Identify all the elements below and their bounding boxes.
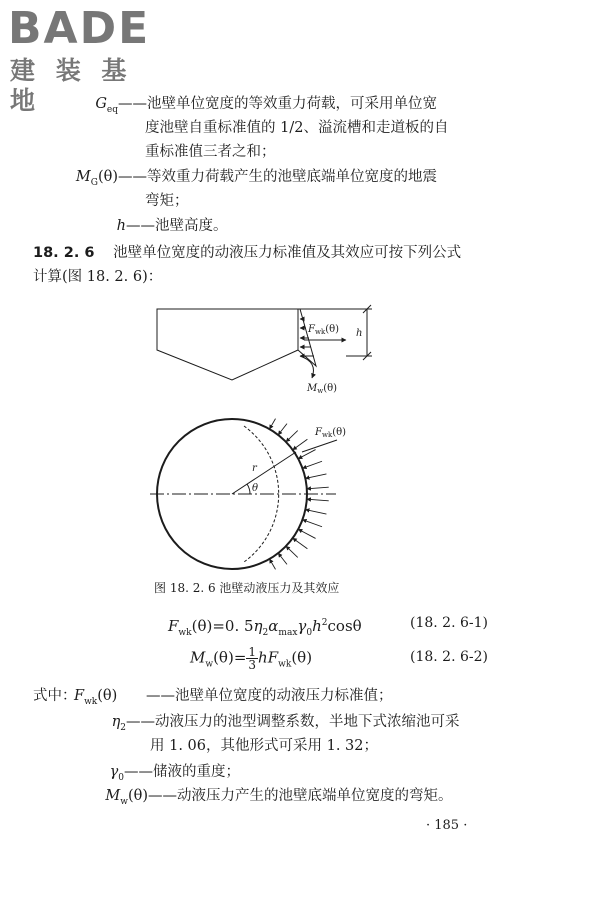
pressure-arrow [307,499,329,501]
def-geq-line-3: 重标准值三者之和； [145,144,276,160]
fig-label-r: r [252,463,257,474]
fig-label-theta: θ [252,483,259,494]
pressure-arrow [298,529,315,538]
tank-elevation [157,309,298,380]
pressure-arrow [270,419,276,429]
figure-caption: 图 18. 2. 6 池壁动液压力及其效应 [154,581,340,595]
def-eta2-line-1: ——动液压力的池型调整系数，半地下式浓缩池可采 [126,714,460,730]
pressure-arrow [286,546,298,557]
pressure-arrow [270,559,276,569]
logo-brand: BADE [8,3,151,54]
fig-label-fwk-elev: $F_{wk}(\theta)$ [308,324,340,336]
section-text-1: 池壁单位宽度的动液压力标准值及其效应可按下列公式 [113,245,462,261]
pressure-arrow [305,510,326,514]
def-term-mw: $M_w(\theta)$ [105,788,148,807]
def-gamma0-line-1: ——储液的重度； [124,764,240,780]
def-term-h: h [116,218,126,234]
fig-label-fwk-plan: $F_{wk}(\theta)$ [315,427,347,439]
def-geq-line-2: 度池壁自重标准值的 1/2、溢流槽和走道板的自 [145,120,449,136]
page-number: · 185 · [426,818,468,833]
def-mw-line-1: ——动液压力产生的池壁底端单位宽度的弯矩。 [148,788,453,804]
def-term-gamma0: $\gamma_0$ [109,764,124,783]
def-fwk-line-1: ——池壁单位宽度的动液压力标准值； [146,688,393,704]
def-term-geq: $G_{eq}$ [95,96,118,115]
def-term-eta2: $\eta_2$ [111,714,126,733]
section-heading [33,243,461,263]
pressure-arrow [278,553,287,564]
figure-18-2-6 [0,290,600,590]
fig-label-mw: $M_w(\theta)$ [307,383,338,395]
pressure-arrow [293,439,308,450]
logo-subtitle: 建 装 基 地 [10,56,133,115]
defs-prefix: 式中： [33,688,77,704]
pressure-arrow [293,538,308,549]
equation-1-number: (18. 2. 6-1) [410,615,488,631]
def-term-fwk: $F_{wk}(\theta)$ [74,688,118,707]
section-text-2: 计算(图 18. 2. 6)： [33,269,163,285]
pressure-arrow [278,424,287,435]
moment-arc [300,356,314,378]
def-geq-line-1: ——池壁单位宽度的等效重力荷载，可采用单位宽 [118,96,437,112]
fraction-one-third: $\frac{1}{3}$ [248,645,257,672]
def-eta2-line-2: 用 1. 06，其他形式可采用 1. 32； [150,738,379,754]
pressure-arrow [302,461,322,468]
pressure-arrow [302,520,322,527]
plan-radius [232,452,296,494]
section-number: 18. 2. 6 [33,245,95,261]
equation-1: $F_{wk}(\theta)=0$. $5\eta_2\alpha_{max}\gamma_0h^2\cos\theta$ [168,617,362,638]
equation-2: $M_w(\theta)=$ $\frac{1}{3}$ $hF_{wk}(\theta)$ [190,645,313,672]
pressure-arrow [286,431,298,442]
def-mg-line-2: 弯矩； [145,193,189,209]
pressure-arrow [307,487,329,489]
def-term-mg: $M_G(\theta)$ [75,169,118,188]
def-h-line-1: ——池壁高度。 [126,218,228,234]
fig-label-h: h [356,328,363,339]
pressure-arrow [305,474,326,478]
equation-2-number: (18. 2. 6-2) [410,649,488,665]
pressure-arrow [298,450,315,459]
def-mg-line-1: ——等效重力荷载产生的池壁底端单位宽度的地震 [118,169,437,185]
